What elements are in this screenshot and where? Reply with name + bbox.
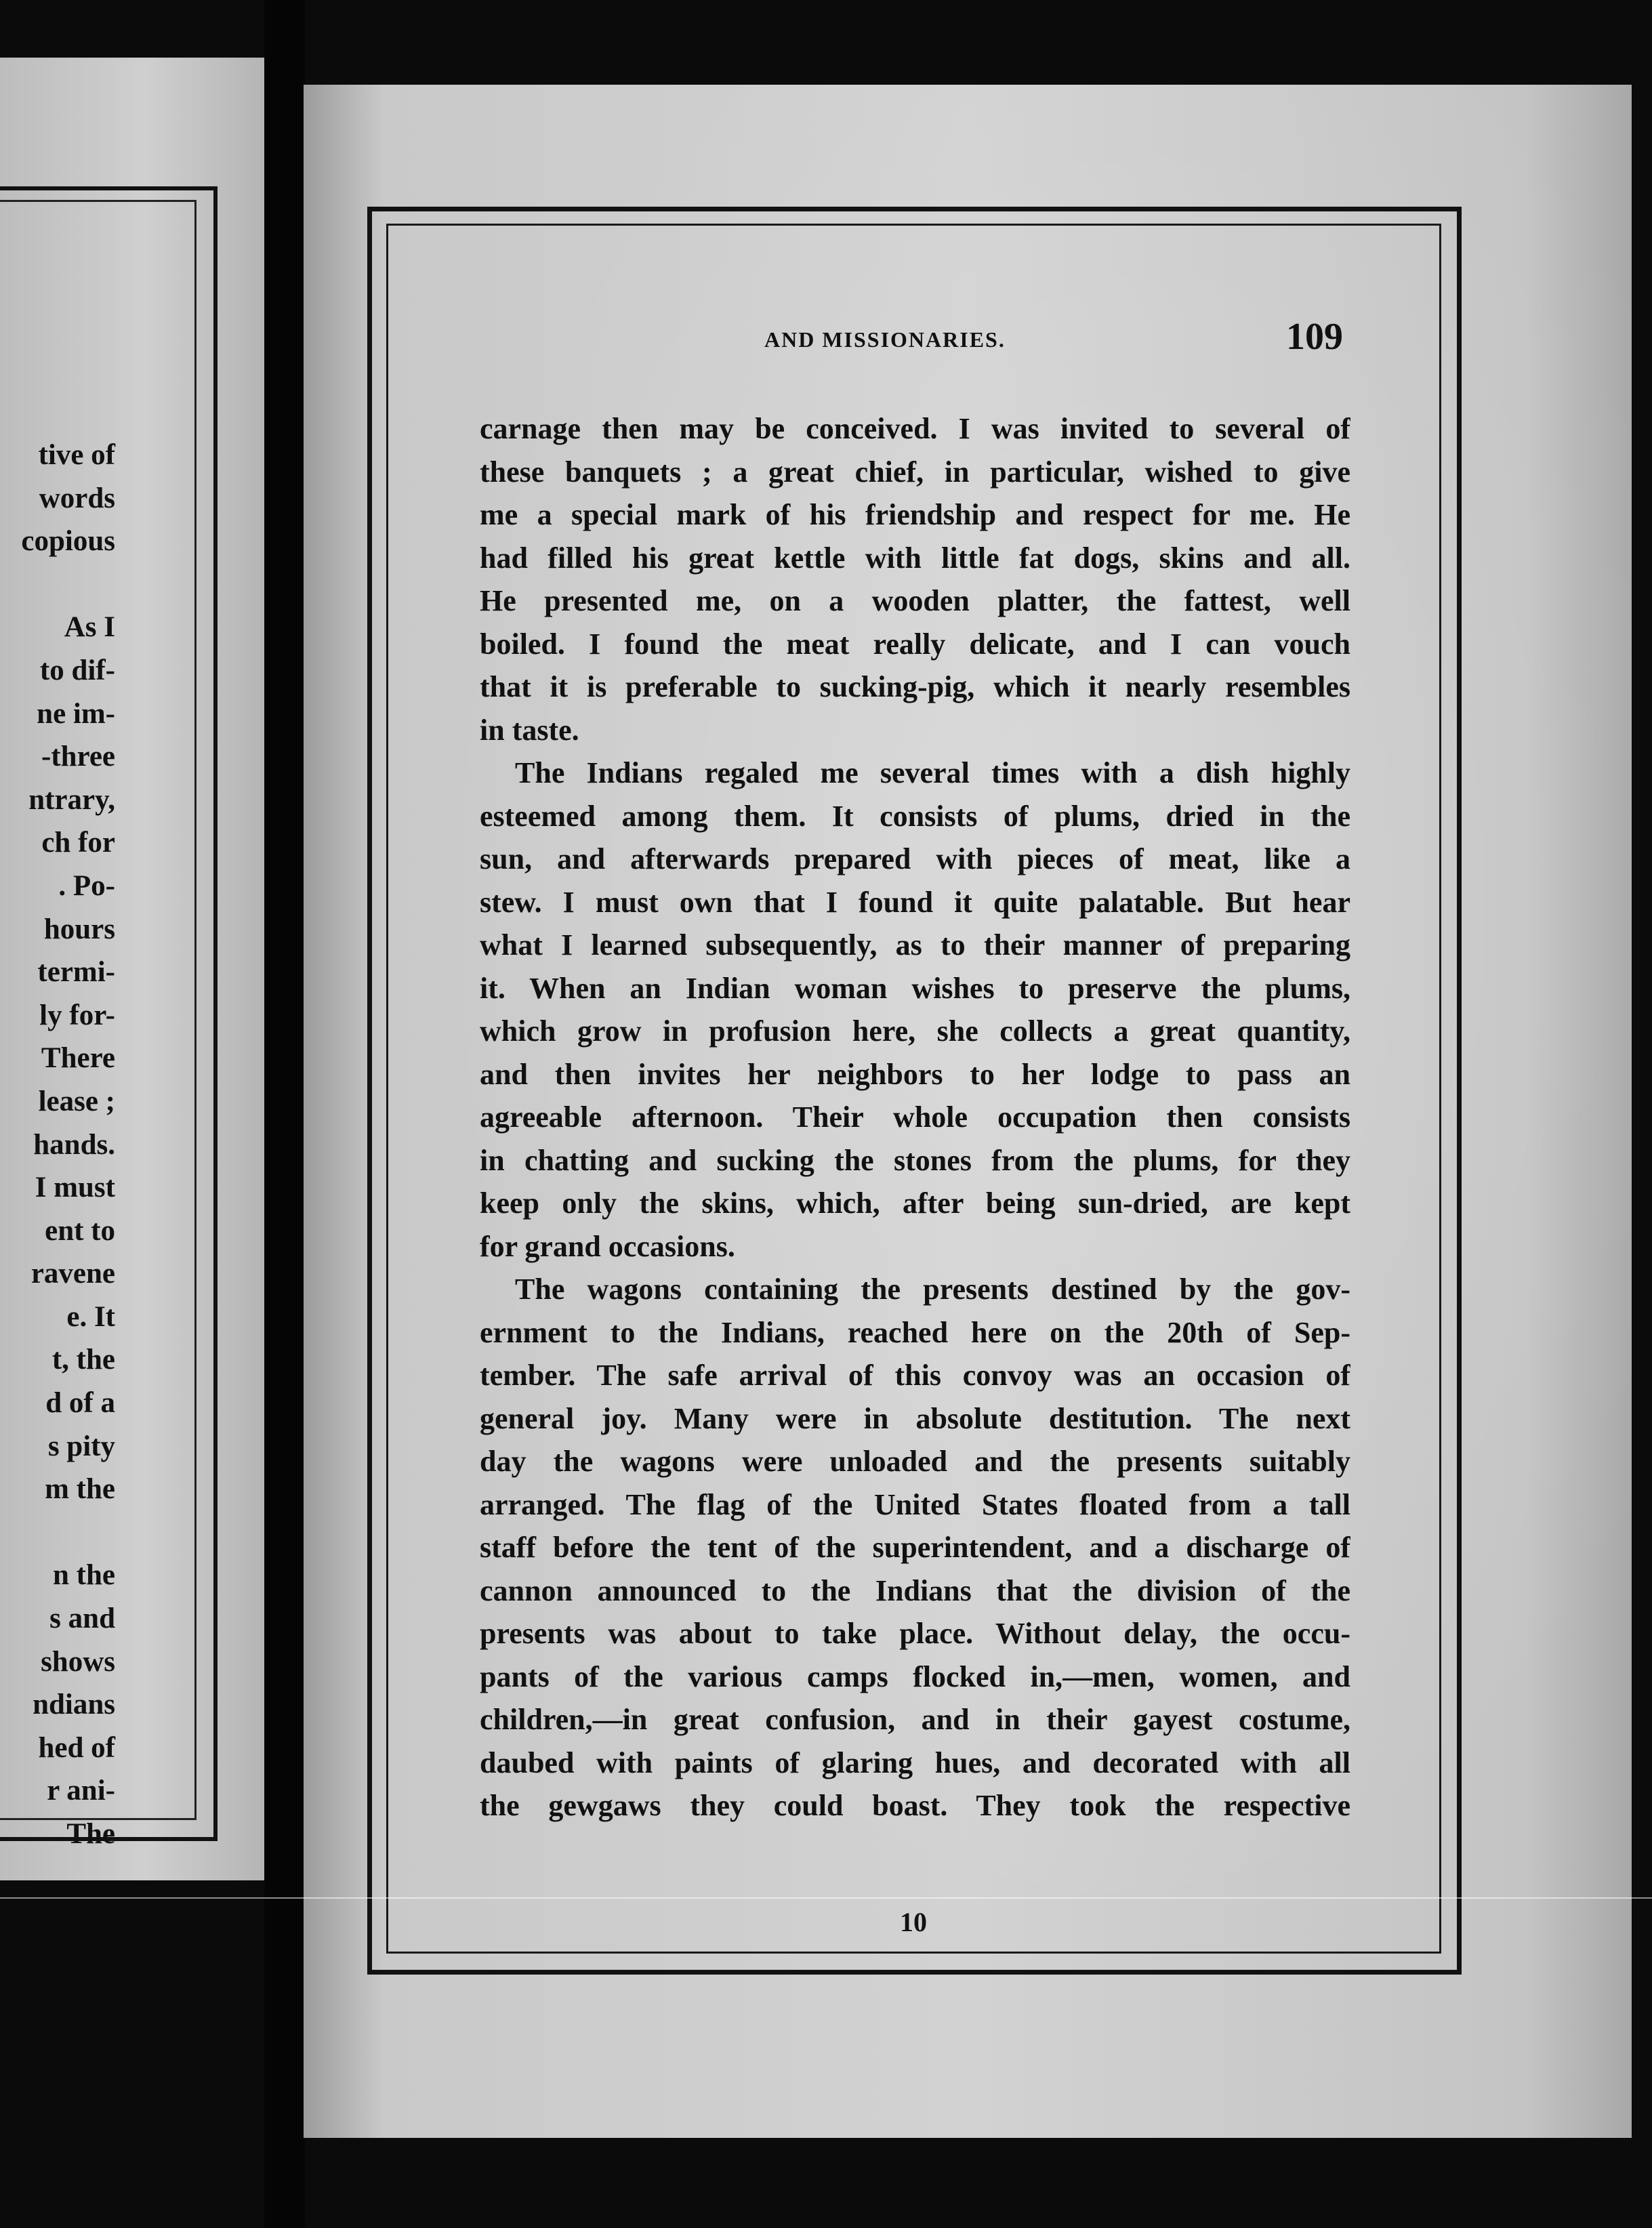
previous-page-line: . Po- [58,869,115,902]
previous-page-line: hands. [33,1128,115,1161]
previous-page-line: lease ; [38,1085,115,1117]
previous-page-line: s and [49,1603,115,1635]
text-line: general joy. Many were in absolute destitution. The next [480,1401,1350,1435]
previous-page-line: ne im- [37,697,115,730]
page-number: 109 [1286,316,1343,358]
previous-page-line: ly for- [39,999,115,1031]
text-line: in taste. [480,713,579,747]
previous-page-line: m the [45,1473,115,1506]
text-line: in chatting and sucking the stones from the plums, for they [480,1143,1350,1177]
previous-page-line: copious [21,525,115,558]
text-line: what I learned subsequently, as to their manner of preparing [480,928,1350,962]
text-line: that it is preferable to sucking-pig, which it nearly resembles [480,670,1350,703]
previous-page-line: termi- [37,956,115,989]
text-line: had filled his great kettle with little fat dogs, skins and all. [480,541,1350,575]
text-line: tember. The safe arrival of this convoy was an occasion of [480,1359,1350,1392]
book-gutter [264,0,305,2228]
page [304,85,1632,2138]
text-line: pants of the various camps flocked in,—men, women, and [480,1659,1350,1693]
previous-page-line: ent to [45,1214,115,1247]
text-line: arranged. The flag of the United States floated from a tall [480,1487,1350,1521]
signature-mark: 10 [900,1907,927,1937]
text-line: the gewgaws they could boast. They took the respective [480,1789,1350,1822]
text-line: these banquets ; a great chief, in particular, wished to give [480,455,1350,489]
previous-page-line: ravene [30,1258,115,1290]
previous-page-line: ntrary, [28,783,115,816]
previous-page-line: to dif- [39,654,115,686]
previous-page-line: e. It [66,1300,115,1333]
text-line: presents was about to take place. Without delay, the occu- [480,1617,1350,1650]
previous-page-line: ch for [41,827,115,859]
previous-page-line: shows [41,1645,115,1678]
previous-page-line: t, the [51,1344,115,1376]
text-line: it. When an Indian woman wishes to preserve the plums, [480,971,1350,1005]
page-body-text [480,407,1350,1828]
previous-page-line: -three [41,741,115,773]
text-line: day the wagons were unloaded and the presents suitably [480,1445,1350,1478]
previous-page-line: n the [53,1559,115,1592]
text-line: He presented me, on a wooden platter, the fattest, well [480,584,1350,617]
text-line: children,—in great confusion, and in their gayest costume, [480,1703,1350,1736]
text-line: me a special mark of his friendship and respect for me. He [480,498,1350,531]
previous-page-line: hours [43,913,115,945]
previous-page-line: hed of [38,1731,115,1764]
text-line: sun, and afterwards prepared with pieces of meat, like a [480,842,1350,875]
text-line: ernment to the Indians, reached here on the 20th of Sep- [480,1315,1350,1349]
text-line: cannon announced to the Indians that the division of the [480,1573,1350,1607]
previous-page-line: tive of [38,439,115,471]
text-line: daubed with paints of glaring hues, and decorated with all [480,1746,1350,1779]
text-line: which grow in profusion here, she collects a great quantity, [480,1014,1350,1048]
text-line: keep only the skins, which, after being sun-dried, are kept [480,1187,1350,1220]
previous-page-line: There [41,1042,115,1075]
previous-page-text [0,434,115,1856]
paragraph-first-line: The Indians regaled me several times with a dish highly [515,756,1350,789]
text-line: carnage then may be conceived. I was invited to several of [480,412,1350,445]
running-head: AND MISSIONARIES. [764,327,1006,352]
text-line: stew. I must own that I found it quite palatable. But hear [480,885,1350,919]
paragraph-first-line: The wagons containing the presents destined by the gov- [515,1273,1350,1306]
previous-page-line: As I [64,611,115,644]
previous-page-line: s pity [47,1430,115,1462]
text-line: and then invites her neighbors to her lodge to pass an [480,1057,1350,1091]
text-line: staff before the tent of the superintendent, and a discharge of [480,1531,1350,1564]
previous-page-line: The [66,1818,115,1850]
scan-artifact-line [0,1897,1652,1899]
previous-page-line: I must [35,1172,115,1204]
text-line: agreeable afternoon. Their whole occupation then consists [480,1100,1350,1134]
previous-page-line: r ani- [47,1775,115,1807]
previous-page-fragment [0,58,264,1880]
text-line: boiled. I found the meat really delicate, and I can vouch [480,627,1350,661]
text-line: esteemed among them. It consists of plums, dried in the [480,799,1350,833]
previous-page-line: ndians [33,1689,115,1721]
previous-page-line: d of a [45,1387,115,1420]
previous-page-line: words [39,482,115,514]
text-line: for grand occasions. [480,1229,735,1263]
